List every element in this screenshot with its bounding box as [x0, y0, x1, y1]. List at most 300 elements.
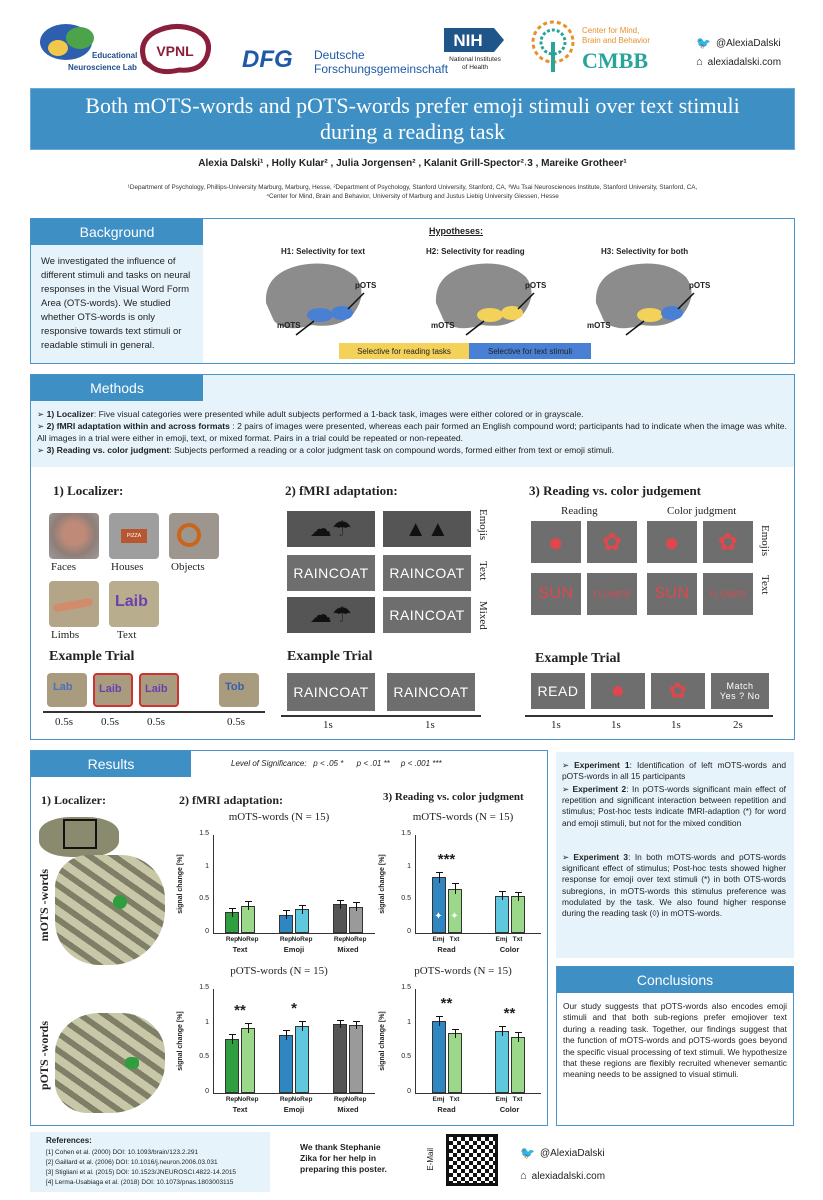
reference-3: [3] Stigliani et al. (2015) DOI: 10.1523/JNEUROSCI.4822-14.2015: [46, 1169, 237, 1176]
home-icon: ⌂: [696, 56, 703, 68]
error-cap: [229, 1034, 236, 1035]
nih-name-line1: National Institutes: [449, 56, 501, 63]
y-axis: [415, 835, 416, 933]
error-bar: [232, 1034, 233, 1044]
category-label: Read: [437, 1105, 456, 1114]
trial-word-2: Laib: [99, 683, 122, 695]
results-heading: Results: [31, 751, 191, 777]
bar-label: Emj: [495, 936, 508, 943]
example-trial-title-3: Example Trial: [535, 651, 621, 666]
error-bar: [302, 905, 303, 914]
significance-marker: *: [291, 999, 297, 1017]
hypothesis-brains: [256, 255, 786, 339]
rain-cloud-icon: ☁☂: [309, 516, 353, 541]
error-cap: [353, 1021, 360, 1022]
dfg-name-line1: Deutsche: [314, 48, 365, 62]
bar-color-txt: [511, 896, 525, 933]
y-tick-label: 0: [407, 928, 411, 935]
footer-website-url: alexiadalski.com: [531, 1170, 606, 1182]
method-item-3: ➢ 3) Reading vs. color judgment: Subjects performed a reading or a color judgment task on compound words, formed either from text or emoji stimuli.: [37, 445, 615, 455]
y-axis: [213, 835, 214, 933]
task-effect-marker: ✦: [450, 911, 459, 922]
row-label-text: Text: [477, 561, 489, 581]
bar-text-rep: [225, 1039, 239, 1093]
trial-raincoat-1: RAINCOAT: [287, 673, 375, 711]
error-bar: [502, 1026, 503, 1036]
category-label: Read: [437, 945, 456, 954]
error-cap: [245, 901, 252, 902]
example-trial-title-2: Example Trial: [287, 649, 373, 664]
affiliations-line2: ⁴Center for Mind, Brain and Behavior, University of Marburg and Justus Liebig University Giessen, Hesse: [266, 193, 559, 200]
results-section: [30, 750, 548, 1126]
experiments-summary: [556, 752, 794, 958]
methods-list: [37, 408, 789, 456]
bar-label: Rep: [333, 1096, 347, 1103]
chart-mots-reading: [381, 811, 545, 961]
bar-label: Rep: [225, 1096, 239, 1103]
vpnl-logo-text: VPNL: [156, 43, 194, 59]
error-bar: [356, 1021, 357, 1029]
mots-brain-inflated: [55, 855, 165, 965]
error-bar: [518, 1032, 519, 1042]
method-item-1: ➢ 1) Localizer: Five visual categories were presented while adult subjects performed a 1-back task, images were either colored or in grayscale.: [37, 409, 584, 419]
error-cap: [515, 892, 522, 893]
row-label-emojis: Emojis: [477, 509, 489, 541]
trial-flower-tile: [651, 673, 705, 709]
h3-label: H3: Selectivity for both: [601, 247, 689, 256]
error-cap: [499, 891, 506, 892]
dfg-name-line2: Forschungsgemeinschaft: [314, 62, 449, 76]
conclusions-heading: Conclusions: [557, 967, 793, 993]
time-label-1d: 0.5s: [227, 716, 246, 728]
h2-pots-label: pOTS: [525, 281, 547, 290]
h1-pots-label: pOTS: [355, 281, 377, 290]
y-axis: [213, 989, 214, 1093]
row-label-emojis-2: Emojis: [759, 525, 771, 557]
limb-shape: [53, 598, 94, 613]
cmbb-tree-icon: [530, 20, 576, 76]
category-label: Color: [499, 1105, 520, 1114]
twitter-handle: @AlexiaDalski: [715, 37, 781, 49]
y-axis-label: signal change [%]: [177, 1011, 184, 1071]
rain-cloud-icon-2: ☁☂: [309, 602, 353, 627]
bar-label: NoRep: [237, 1096, 259, 1103]
bar-label: Rep: [333, 936, 347, 943]
error-cap: [299, 905, 306, 906]
objects-caption: Objects: [171, 561, 205, 573]
error-bar: [248, 901, 249, 910]
trial-word-1: Lab: [53, 681, 73, 693]
error-cap: [283, 1030, 290, 1031]
y-tick-label: 0.5: [401, 1053, 411, 1061]
pots-row-label: pOTS -words: [37, 1021, 51, 1091]
category-label: Color: [499, 945, 520, 954]
category-label: Mixed: [337, 945, 359, 954]
trial-image-2: [93, 673, 133, 707]
text-sun-tile-2: SUN: [647, 573, 697, 615]
bar-label: NoRep: [291, 936, 313, 943]
dfg-mark: DFG: [242, 46, 293, 73]
x-axis: [213, 1093, 375, 1094]
affiliations: [40, 183, 785, 201]
text-image-word: Laib: [115, 593, 148, 610]
trial-image-4: [219, 673, 259, 707]
vpnl-logo: [135, 22, 215, 78]
faces-image: [49, 513, 99, 559]
hypotheses-title: Hypotheses:: [429, 226, 484, 236]
category-label: Emoji: [283, 945, 305, 954]
chart-mots-adaptation: [179, 811, 379, 961]
conclusions-text: Our study suggests that pOTS-words also encodes emoji stimuli and that both sub-regions prefer emojiover text during a reading task. Together, our findings suggest that the function of mOTS-words and pOTS-words goes beyond the specific visual processing of text stimuli. We hypothesize that these regions are flexibly recruited whenever semantic meaning needs to be assigned to visual stimuli.: [563, 1001, 787, 1080]
acknowledgement-line2: Zika for her help in: [300, 1153, 377, 1163]
email-qr-code[interactable]: [446, 1134, 498, 1186]
error-bar: [340, 900, 341, 909]
x-axis: [415, 933, 541, 934]
chart-pots-adaptation: [179, 965, 379, 1121]
bar-label: Emj: [432, 1096, 445, 1103]
localizer-title: 1) Localizer:: [53, 483, 124, 498]
chart-pots-reading: [381, 965, 545, 1121]
timeline-1: [43, 711, 265, 713]
poster-title-line2: during a reading task: [319, 119, 506, 144]
emoji-flower-tile-2: [703, 521, 753, 563]
ens-lab-logo-line1: Educational: [92, 51, 138, 60]
bar-label: NoRep: [291, 1096, 313, 1103]
author-list: Alexia Dalski¹ , Holly Kular² , Julia Jorgensen² , Kalanit Grill-Spector²˒3 , Mareike Grotheer¹: [198, 158, 627, 169]
error-cap: [283, 910, 290, 911]
twitter-contact[interactable]: [696, 36, 781, 50]
error-cap: [436, 1016, 443, 1017]
error-bar: [502, 891, 503, 900]
y-tick-label: 1.5: [199, 984, 209, 991]
bar-label: Txt: [512, 936, 523, 943]
cmbb-subtitle-line2: Brain and Behavior: [582, 36, 651, 45]
method-item-2: ➢ 2) fMRI adaptation within and across formats : 2 pairs of images were presented, whereas each pair formed an English compound word; participants had to indicate when the image was white. All images in a trial were either in emoji, text, or mixed format. Pairs in a trial could be repeated or non-repeated.: [37, 421, 787, 443]
significance-marker: ***: [437, 851, 456, 869]
adaptation-title: 2) fMRI adaptation:: [285, 483, 398, 498]
mixed-tile-emoji: [287, 597, 375, 633]
trial-image-1: [47, 673, 87, 707]
cmbb-mark: CMBB: [582, 48, 648, 73]
h2-label: H2: Selectivity for reading: [426, 247, 525, 256]
dfg-logo: [242, 44, 449, 78]
reference-1: [1] Cohen et al. (2000) DOI: 10.1093/brain/123.2.291: [46, 1149, 199, 1156]
h2-mots-label: mOTS: [431, 321, 455, 330]
poster-title: [85, 93, 739, 145]
email-label: E-Mail: [426, 1148, 435, 1171]
pots-roi: [125, 1057, 139, 1069]
trial-read-tile: READ: [531, 673, 585, 709]
error-cap: [353, 902, 360, 903]
error-cap: [337, 900, 344, 901]
error-cap: [299, 1021, 306, 1022]
reading-label: Reading: [561, 505, 598, 517]
significance-legend: [231, 759, 442, 768]
time-label-3a: 1s: [551, 719, 561, 731]
y-tick-label: 1.5: [199, 830, 209, 837]
zoom-box: [63, 819, 97, 849]
time-label-3d: 2s: [733, 719, 743, 731]
ens-lab-logo-graphic: [32, 20, 138, 76]
legend-text: Selective for text stimuli: [469, 343, 591, 359]
time-label-2a: 1s: [323, 719, 333, 731]
bar-read-emj: [432, 877, 446, 933]
time-label-3c: 1s: [671, 719, 681, 731]
y-tick-label: 0.5: [401, 895, 411, 903]
reading-color-title: 3) Reading vs. color judgement: [529, 483, 702, 498]
footer-twitter-icon: 🐦: [520, 1146, 535, 1160]
mots-roi: [113, 895, 127, 909]
error-cap: [452, 883, 459, 884]
y-axis-label: signal change [%]: [379, 854, 386, 914]
bar-color-emj: [495, 1031, 509, 1093]
cmbb-logo: [530, 20, 680, 80]
y-tick-label: 1: [205, 1018, 209, 1026]
experiment-2: ➢ Experiment 2: In pOTS-words significant main effect of repetition and significant interaction between repetition and stimulus; Post-hoc tests indicate fMRI-adaption (*) for word and emoji stimuli, but not for the mixed condition: [562, 784, 786, 828]
error-bar: [248, 1023, 249, 1033]
y-tick-label: 1: [407, 862, 411, 870]
cmbb-subtitle-line1: Center for Mind,: [582, 26, 640, 35]
bar-emoji-norep: [295, 1026, 309, 1093]
chart-title: mOTS-words (N = 15): [412, 811, 514, 823]
houses-caption: Houses: [111, 561, 144, 573]
significance-marker: **: [234, 1001, 246, 1019]
footer-twitter[interactable]: [520, 1146, 605, 1160]
trial-image-3: [139, 673, 179, 707]
trial-match-line1: Match: [726, 681, 754, 691]
error-bar: [455, 883, 456, 893]
error-cap: [337, 1020, 344, 1021]
error-cap: [452, 1029, 459, 1030]
nih-name-line2: of Health: [461, 64, 489, 71]
y-axis-label: signal change [%]: [379, 1011, 386, 1071]
error-bar: [286, 910, 287, 919]
text-tile-2: RAINCOAT: [383, 555, 471, 591]
color-judgment-label: Color judgment: [667, 505, 737, 517]
reference-4: [4] Lerma-Usabiaga et al. (2018) DOI: 10.1073/pnas.1803003115: [46, 1179, 234, 1186]
time-label-3b: 1s: [611, 719, 621, 731]
title-banner: [30, 88, 795, 150]
bar-label: Rep: [279, 1096, 293, 1103]
error-bar: [286, 1030, 287, 1040]
sig-level-1: p < .05 *: [313, 759, 344, 768]
timeline-2: [281, 715, 481, 717]
poster-title-line1: Both mOTS-words and pOTS-words prefer emoji stimuli over text stimuli: [85, 93, 740, 118]
red-sun-icon: ●: [547, 526, 565, 557]
red-flower-icon: ✿: [601, 528, 623, 556]
nih-logo: [440, 28, 510, 80]
reference-2: [2] Gaillard et al. (2006) DOI: 10.1016/j.neuron.2006.03.031: [46, 1159, 218, 1166]
text-flower-tile-1: FLOWER: [587, 573, 637, 615]
mots-row-label: mOTS -words: [37, 869, 51, 942]
error-bar: [302, 1021, 303, 1031]
bar-label: Txt: [449, 936, 460, 943]
bar-label: Txt: [512, 1096, 523, 1103]
row-label-text-2: Text: [759, 575, 771, 595]
methods-heading: Methods: [31, 375, 203, 401]
houses-sign: PIZZA: [121, 529, 147, 543]
chart-title: pOTS-words (N = 15): [414, 965, 512, 977]
background-text: We investigated the influence of different stimuli and tasks on neural responses in the Visual Word Form Area (OTS-words). We studied whether OTS-words is only responsive towards text stimuli or readable stimuli in general.: [41, 256, 191, 351]
emoji-sun-tile-2: [647, 521, 697, 563]
bar-label: NoRep: [237, 936, 259, 943]
coat-icon: ▲▲: [404, 516, 450, 541]
text-tile-1: RAINCOAT: [287, 555, 375, 591]
legend-reading: Selective for reading tasks: [339, 343, 469, 359]
timeline-3: [525, 715, 773, 717]
faces-caption: Faces: [51, 561, 77, 573]
error-cap: [515, 1032, 522, 1033]
sig-level-3: p < .001 ***: [400, 759, 442, 768]
results-reading-title: 3) Reading vs. color judgment: [383, 791, 524, 803]
error-bar: [356, 902, 357, 911]
error-bar: [340, 1020, 341, 1028]
bar-label: NoRep: [345, 1096, 367, 1103]
mixed-tile-text: RAINCOAT: [383, 597, 471, 633]
error-cap: [229, 908, 236, 909]
limbs-caption: Limbs: [51, 629, 80, 641]
error-bar: [518, 892, 519, 901]
y-axis-label: signal change [%]: [177, 854, 184, 914]
footer-twitter-handle: @AlexiaDalski: [539, 1147, 605, 1159]
emoji-flower-tile-1: [587, 521, 637, 563]
trial-word-3: Laib: [145, 683, 168, 695]
bar-color-txt: [511, 1037, 525, 1093]
emoji-sun-tile-1: [531, 521, 581, 563]
x-axis: [415, 1093, 541, 1094]
significance-marker: **: [440, 994, 453, 1012]
references-box: [30, 1132, 270, 1192]
row-label-mixed: Mixed: [477, 601, 489, 630]
bar-mixed-norep: [349, 1025, 363, 1093]
error-bar: [439, 872, 440, 882]
text-image: [109, 581, 159, 627]
objects-image: [169, 513, 219, 559]
bar-read-emj: [432, 1021, 446, 1093]
trial-raincoat-2: RAINCOAT: [387, 673, 475, 711]
bar-emoji-rep: [279, 1035, 293, 1093]
trial-flower-icon: ✿: [668, 678, 688, 703]
h1-label: H1: Selectivity for text: [281, 247, 366, 256]
bar-label: Txt: [449, 1096, 460, 1103]
experiment-3: ➢ Experiment 3: In both mOTS-words and pOTS-words significant effect of stimulus; Post-hoc tests showed higher response for emoji over text stimuli (*) in both OTS-words subregions, in mOTS-words this stimulus preference was modulated by the task. We also found higher response during the reading task (◊) in mOTS-words.: [562, 852, 786, 919]
time-label-1a: 0.5s: [55, 716, 74, 728]
website-contact[interactable]: [696, 56, 781, 68]
vpnl-logo-graphic: [135, 22, 215, 78]
error-cap: [499, 1026, 506, 1027]
y-tick-label: 1.5: [401, 984, 411, 991]
footer-website[interactable]: [520, 1170, 605, 1182]
time-label-1c: 0.5s: [147, 716, 166, 728]
bar-read-txt: [448, 1033, 462, 1093]
pots-brain-inflated: [55, 1013, 165, 1113]
category-label: Emoji: [283, 1105, 305, 1114]
background-section: [30, 218, 795, 364]
y-tick-label: 0: [205, 928, 209, 935]
y-tick-label: 1: [407, 1018, 411, 1026]
bar-label: Rep: [279, 936, 293, 943]
y-tick-label: 1: [205, 862, 209, 870]
houses-image: [109, 513, 159, 559]
acknowledgement: [300, 1142, 387, 1175]
bar-color-emj: [495, 896, 509, 933]
error-bar: [232, 908, 233, 917]
h3-mots-label: mOTS: [587, 321, 611, 330]
ens-lab-logo-line2: Neuroscience Lab: [68, 63, 137, 72]
bar-text-norep: [241, 1028, 255, 1093]
bar-label: Emj: [495, 1096, 508, 1103]
text-flower-tile-2: FLOWER: [703, 573, 753, 615]
trial-match-line2: Yes ? No: [719, 691, 761, 701]
emoji-tile-coat: [383, 511, 471, 547]
references-title: References:: [46, 1136, 92, 1145]
y-tick-label: 0: [407, 1088, 411, 1095]
experiment-1: ➢ Experiment 1: Identification of left mOTS-words and pOTS-words in all 15 participants: [562, 760, 786, 782]
example-trial-title-1: Example Trial: [49, 649, 135, 664]
ens-lab-logo: [32, 20, 138, 76]
chart-title: pOTS-words (N = 15): [230, 965, 328, 977]
time-label-2b: 1s: [425, 719, 435, 731]
error-cap: [245, 1023, 252, 1024]
trial-sun-icon: ●: [610, 677, 626, 704]
results-localizer-title: 1) Localizer:: [41, 793, 106, 807]
twitter-icon: 🐦: [696, 36, 711, 50]
y-tick-label: 0.5: [199, 1053, 209, 1061]
trial-word-4: Tob: [225, 681, 245, 693]
red-flower-icon-2: ✿: [717, 528, 739, 556]
text-sun-tile-1: SUN: [531, 573, 581, 615]
trial-match-tile: [711, 673, 769, 709]
sig-level-2: p < .01 **: [356, 759, 390, 768]
y-tick-label: 0.5: [199, 895, 209, 903]
conclusions-section: [556, 966, 794, 1126]
background-heading: Background: [31, 219, 203, 245]
y-tick-label: 0: [205, 1088, 209, 1095]
object-shape: [177, 523, 201, 547]
time-label-1b: 0.5s: [101, 716, 120, 728]
bar-mixed-rep: [333, 1024, 347, 1093]
h1-mots-label: mOTS: [277, 321, 301, 330]
significance-label: Level of Significance:: [231, 759, 307, 768]
nih-mark: NIH: [453, 31, 483, 50]
error-bar: [455, 1029, 456, 1039]
bar-label: NoRep: [345, 936, 367, 943]
y-axis: [415, 989, 416, 1093]
error-cap: [436, 872, 443, 873]
y-tick-label: 1.5: [401, 830, 411, 837]
footer-home-icon: ⌂: [520, 1170, 527, 1182]
error-bar: [439, 1016, 440, 1026]
task-effect-marker: ✦: [434, 911, 443, 922]
h3-pots-label: pOTS: [689, 281, 711, 290]
acknowledgement-line3: preparing this poster.: [300, 1164, 387, 1174]
affiliations-line1: ¹Department of Psychology, Phillips-University Marburg, Marburg, Hesse, ²Department of Psychology, Stanford University, Stanford, CA, ³Wu Tsai Neurosciences Institute, Stanford University, Stanford, CA,: [127, 184, 698, 191]
methods-section: [30, 374, 795, 740]
x-axis: [213, 933, 375, 934]
red-sun-icon-2: ●: [663, 526, 681, 557]
text-caption: Text: [117, 629, 137, 641]
limbs-image: [49, 581, 99, 627]
nih-mark-graphic: [444, 28, 504, 52]
significance-marker: **: [503, 1005, 516, 1023]
acknowledgement-line1: We thank Stephanie: [300, 1142, 381, 1152]
category-label: Mixed: [337, 1105, 359, 1114]
bar-label: Emj: [432, 936, 445, 943]
category-label: Text: [232, 1105, 248, 1114]
trial-sun-tile: [591, 673, 645, 709]
category-label: Text: [232, 945, 248, 954]
bar-label: Rep: [225, 936, 239, 943]
